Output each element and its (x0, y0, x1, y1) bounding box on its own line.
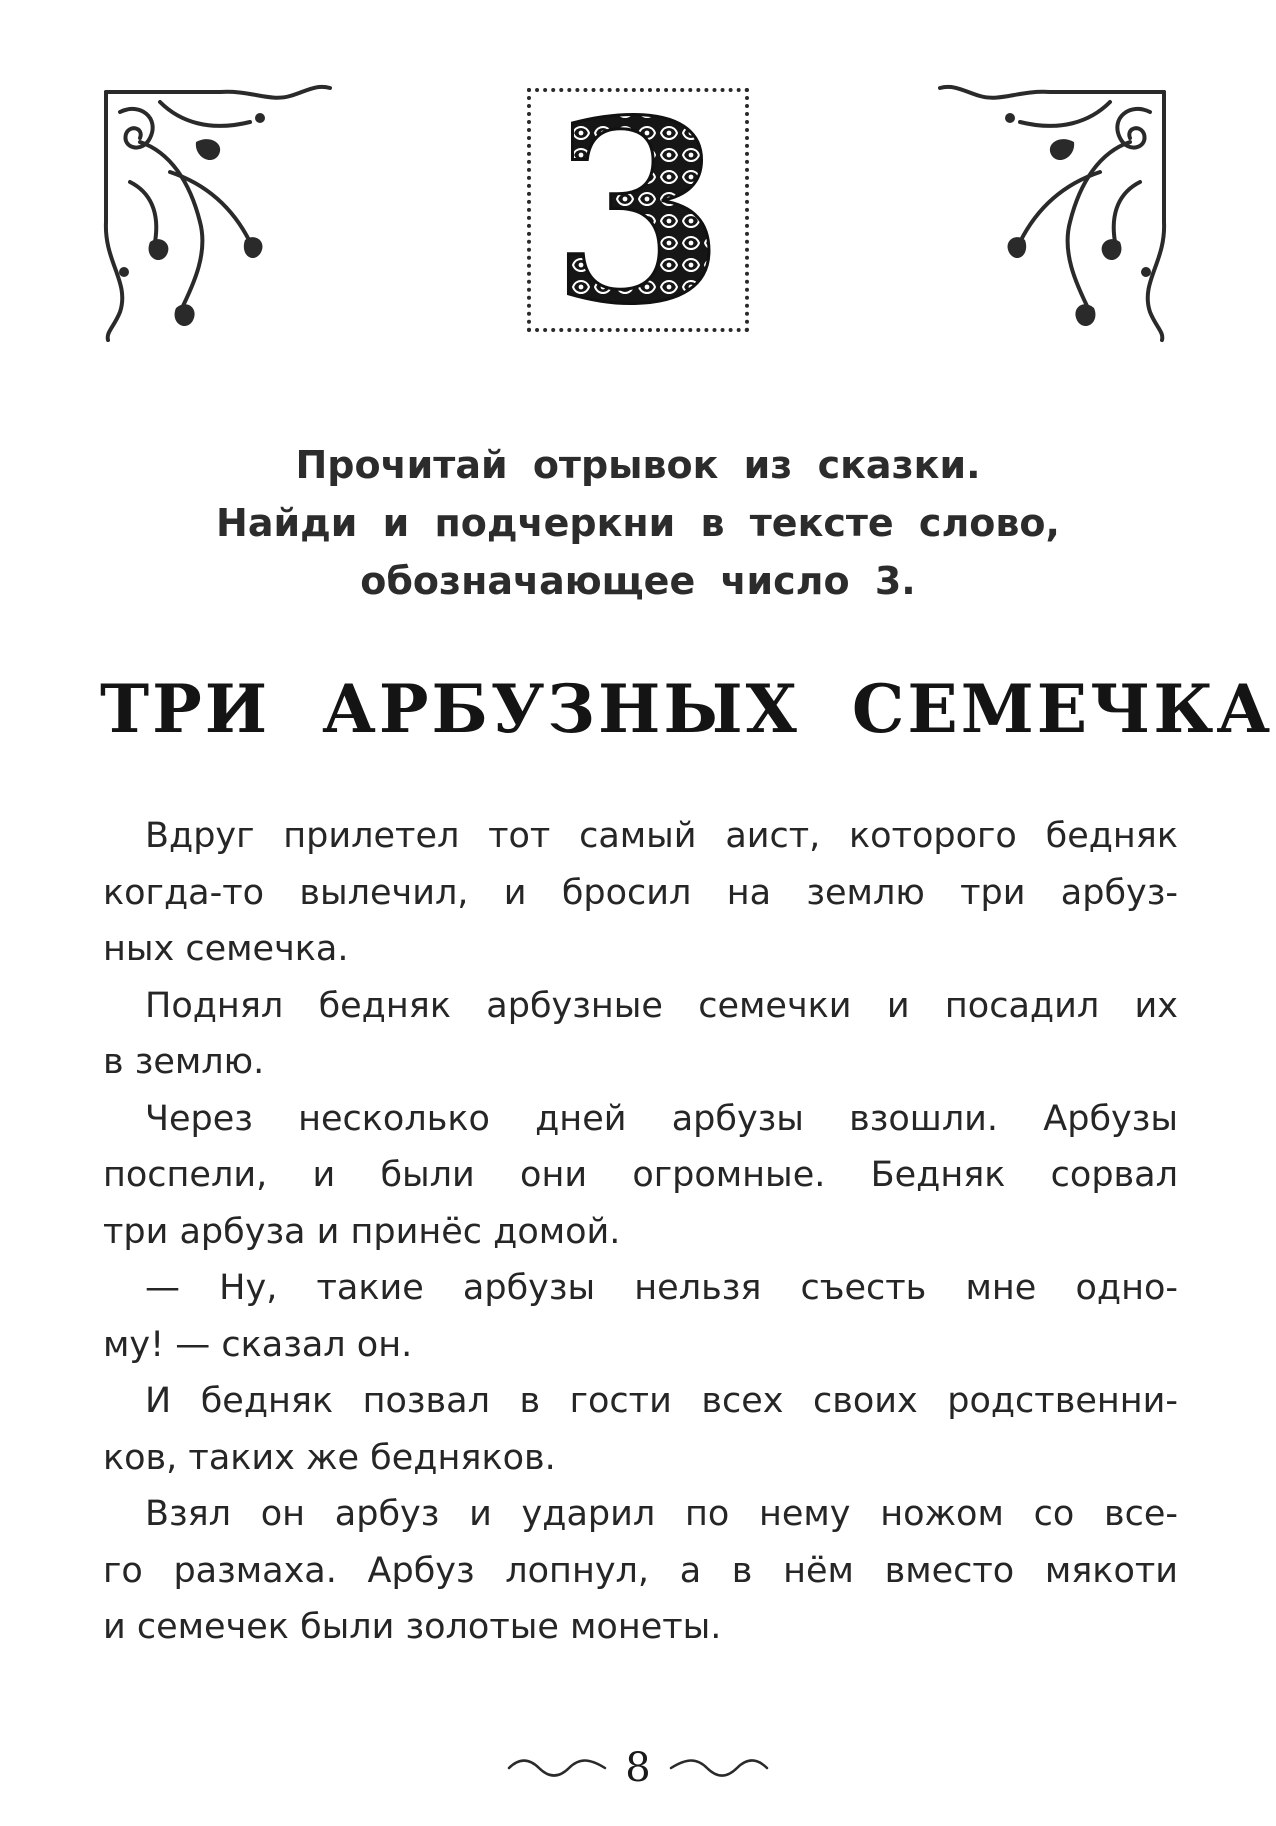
story-line: поспели, и были они огромные. Бедняк сорвал (103, 1155, 1178, 1195)
instruction-line: Прочитай отрывок из сказки. (295, 443, 981, 487)
story-text (103, 808, 1178, 1656)
story-line: го размаха. Арбуз лопнул, а в нём вместо мякоти (103, 1550, 1178, 1591)
story-line: ков, таких же бедняков. (103, 1437, 556, 1478)
story-line: когда-то вылечил, и бросил на землю три арбуз- (103, 872, 1178, 913)
instruction-line: обозначающее число 3. (360, 559, 916, 603)
story-title: ТРИ АРБУЗНЫХ СЕМЕЧКА (100, 670, 1274, 748)
story-line: — Ну, такие арбузы нельзя съесть мне одно- (145, 1268, 1178, 1308)
story-line: Взял он арбуз и ударил по нему ножом со все- (145, 1494, 1178, 1534)
story-line: Поднял бедняк арбузные семечки и посадил их (145, 985, 1178, 1026)
task-instructions (150, 436, 1126, 610)
story-line: И бедняк позвал в гости всех своих родственни- (145, 1381, 1178, 1421)
swash-right-icon (669, 1758, 769, 1778)
numeral-glyph: 3 (551, 100, 725, 320)
story-line: Через несколько дней арбузы взошли. Арбузы (145, 1098, 1178, 1139)
story-line: и семечек были золотые монеты. (103, 1607, 722, 1647)
ornate-numeral-three (548, 100, 728, 320)
swash-left-icon (507, 1758, 607, 1778)
page-number: 8 (625, 1745, 651, 1791)
story-line: в землю. (103, 1042, 265, 1082)
story-line: му! — сказал он. (103, 1324, 413, 1365)
story-line: три арбуза и принёс домой. (103, 1211, 621, 1252)
page-footer (0, 1738, 1276, 1798)
story-line: Вдруг прилетел тот самый аист, которого бедняк (145, 816, 1178, 856)
instruction-line: Найди и подчеркни в тексте слово, (216, 501, 1060, 545)
story-line: ных семечка. (103, 929, 349, 969)
corner-ornament-left-icon (100, 82, 340, 344)
corner-ornament-right-icon (930, 82, 1170, 344)
